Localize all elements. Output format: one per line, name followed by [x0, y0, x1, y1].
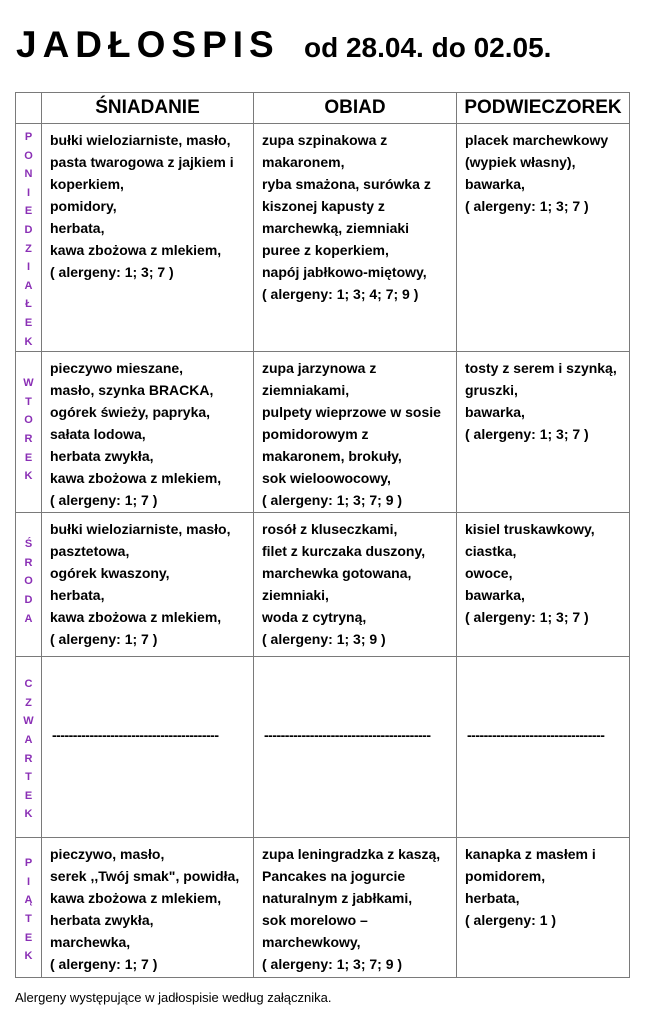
cell-obiad	[254, 124, 457, 352]
menu-line: bułki wieloziarniste, masło,	[50, 132, 231, 148]
cell-obiad	[254, 657, 457, 838]
day-letter: C	[24, 678, 33, 691]
column-header-sniadanie: ŚNIADANIE	[42, 93, 254, 124]
menu-line: ( alergeny: 1; 7 )	[50, 956, 158, 973]
day-letter: E	[24, 451, 33, 464]
menu-line: placek marchewkowy	[465, 132, 609, 148]
day-letter: N	[24, 168, 33, 181]
cell-sniadanie	[42, 838, 254, 978]
menu-line: owoce,	[465, 565, 513, 582]
menu-line: zupa leningradzka z kaszą,	[262, 846, 441, 863]
day-letter: W	[23, 715, 34, 728]
menu-line: pasztetowa,	[50, 543, 130, 560]
day-letter: E	[24, 205, 33, 218]
menu-line: pomidorem,	[465, 868, 546, 885]
menu-line: ( alergeny: 1; 3; 7; 9 )	[262, 492, 403, 509]
day-letter: Z	[25, 242, 32, 255]
menu-line: pieczywo, masło,	[50, 846, 165, 863]
empty-dash-line: ----------------------------------------	[264, 727, 431, 744]
menu-line: kisiel truskawkowy,	[465, 521, 595, 538]
menu-line: ciastka,	[465, 543, 517, 560]
menu-line: herbata zwykła,	[50, 912, 154, 929]
day-letter: P	[24, 857, 33, 870]
menu-line: ziemniakami,	[262, 382, 350, 399]
menu-line: ( alergeny: 1; 7 )	[50, 631, 158, 648]
menu-line: zupa jarzynowa z	[262, 360, 377, 377]
day-letter: D	[24, 223, 33, 236]
menu-line: sok morelowo –	[262, 912, 368, 929]
page-title: JADŁOSPIS	[16, 24, 280, 65]
day-letter: D	[24, 593, 33, 606]
menu-line: herbata,	[50, 587, 105, 604]
menu-line: ( alergeny: 1; 3; 7 )	[50, 264, 174, 280]
day-letter: Ł	[25, 298, 32, 311]
menu-line: ( alergeny: 1 )	[465, 912, 557, 929]
cell-podwieczorek	[457, 352, 630, 513]
date-range: od 28.04. do 02.05.	[304, 32, 552, 63]
day-letter: I	[26, 261, 31, 274]
menu-line: kawa zbożowa z mlekiem,	[50, 242, 222, 258]
empty-dash-line: ---------------------------------	[467, 727, 605, 744]
cell-obiad	[254, 513, 457, 657]
day-letter: P	[24, 131, 33, 143]
day-letter: T	[25, 912, 32, 925]
menu-line: pieczywo mieszane,	[50, 360, 184, 377]
cell-sniadanie	[42, 352, 254, 513]
cell-podwieczorek	[457, 513, 630, 657]
menu-line: herbata,	[465, 890, 520, 907]
day-label-sroda	[16, 513, 42, 657]
menu-line: ogórek świeży, papryka,	[50, 404, 211, 421]
page-header	[14, 22, 644, 68]
day-letter: E	[24, 789, 33, 802]
day-letter: Z	[25, 696, 32, 709]
table-row-wtorek	[16, 352, 630, 513]
menu-line: kawa zbożowa z mlekiem,	[50, 470, 222, 487]
corner-cell	[16, 93, 42, 124]
menu-line: puree z koperkiem,	[262, 242, 389, 258]
menu-line: gruszki,	[465, 382, 518, 399]
cell-sniadanie	[42, 124, 254, 352]
menu-table	[15, 92, 630, 978]
menu-line: ( alergeny: 1; 3; 9 )	[262, 631, 386, 648]
day-letter: Ą	[24, 894, 33, 907]
menu-line: bułki wieloziarniste, masło,	[50, 521, 231, 538]
column-header-obiad: OBIAD	[254, 93, 457, 124]
menu-line: filet z kurczaka duszony,	[262, 543, 426, 560]
menu-line: bawarka,	[465, 176, 525, 192]
menu-line: marchewka gotowana,	[262, 565, 412, 582]
menu-line: kanapka z masłem i	[465, 846, 596, 863]
cell-podwieczorek	[457, 124, 630, 352]
menu-line: rosół z kluseczkami,	[262, 521, 398, 538]
day-letter: R	[24, 752, 33, 765]
cell-podwieczorek	[457, 657, 630, 838]
allergen-footnote: Alergeny występujące w jadłospisie według załącznika.	[15, 990, 332, 1005]
day-letter: T	[25, 395, 32, 408]
day-label-wtorek	[16, 352, 42, 513]
cell-sniadanie	[42, 513, 254, 657]
menu-line: bawarka,	[465, 404, 525, 421]
column-header-podwieczorek: PODWIECZOREK	[457, 93, 630, 124]
day-letter: A	[24, 279, 33, 292]
menu-line: Pancakes na jogurcie	[262, 868, 406, 885]
day-letter: K	[24, 950, 33, 963]
day-letter: O	[24, 414, 33, 427]
table-row-czwartek	[16, 657, 630, 838]
day-letter: K	[24, 335, 33, 348]
menu-line: (wypiek własny),	[465, 154, 576, 170]
menu-line: bawarka,	[465, 587, 525, 604]
menu-line: herbata,	[50, 220, 105, 236]
day-letter: T	[25, 771, 32, 784]
cell-obiad	[254, 352, 457, 513]
day-letter: K	[24, 470, 33, 483]
day-label-czwartek	[16, 657, 42, 838]
empty-dash-line: ----------------------------------------	[52, 727, 219, 744]
menu-line: pasta twarogowa z jajkiem i	[50, 154, 234, 170]
menu-line: ( alergeny: 1; 7 )	[50, 492, 158, 509]
table-row-piatek	[16, 838, 630, 978]
day-label-poniedzialek	[16, 124, 42, 352]
menu-line: pulpety wieprzowe w sosie	[262, 404, 441, 421]
day-letter: A	[24, 612, 33, 625]
menu-line: marchewką, ziemniaki	[262, 220, 410, 236]
cell-obiad	[254, 838, 457, 978]
menu-line: ( alergeny: 1; 3; 7 )	[465, 198, 589, 214]
day-letter: I	[26, 875, 31, 888]
day-letter: K	[24, 808, 33, 821]
menu-line: koperkiem,	[50, 176, 124, 192]
menu-line: kawa zbożowa z mlekiem,	[50, 609, 222, 626]
menu-line: marchewkowy,	[262, 934, 361, 951]
day-letter: E	[24, 931, 33, 944]
day-letter: W	[23, 377, 34, 390]
menu-line: sałata lodowa,	[50, 426, 146, 443]
menu-line: ( alergeny: 1; 3; 7 )	[465, 426, 589, 443]
menu-line: ryba smażona, surówka z	[262, 176, 431, 192]
menu-line: marchewka,	[50, 934, 131, 951]
menu-line: kiszonej kapusty z	[262, 198, 385, 214]
table-row-sroda	[16, 513, 630, 657]
table-row-poniedzialek	[16, 124, 630, 352]
cell-podwieczorek	[457, 838, 630, 978]
table-header-row	[16, 93, 630, 124]
menu-line: ( alergeny: 1; 3; 4; 7; 9 )	[262, 286, 419, 302]
day-label-piatek	[16, 838, 42, 978]
menu-line: pomidorowym z	[262, 426, 369, 443]
day-letter: O	[24, 575, 33, 588]
day-letter: A	[24, 733, 33, 746]
cell-sniadanie	[42, 657, 254, 838]
menu-line: pomidory,	[50, 198, 117, 214]
menu-line: serek ,,Twój smak", powidła,	[50, 868, 240, 885]
day-letter: I	[26, 186, 31, 199]
day-letter: Ś	[24, 538, 33, 551]
menu-line: woda z cytryną,	[262, 609, 367, 626]
menu-line: ( alergeny: 1; 3; 7; 9 )	[262, 956, 403, 973]
day-letter: R	[24, 432, 33, 445]
menu-line: kawa zbożowa z mlekiem,	[50, 890, 222, 907]
menu-line: masło, szynka BRACKA,	[50, 382, 214, 399]
menu-line: zupa szpinakowa z	[262, 132, 388, 148]
menu-line: makaronem, brokuły,	[262, 448, 402, 465]
menu-line: tosty z serem i szynką,	[465, 360, 617, 377]
menu-line: napój jabłkowo-miętowy,	[262, 264, 427, 280]
menu-line: ziemniaki,	[262, 587, 329, 604]
menu-line: herbata zwykła,	[50, 448, 154, 465]
day-letter: R	[24, 556, 33, 569]
day-letter: O	[24, 149, 33, 162]
menu-line: sok wieloowocowy,	[262, 470, 391, 487]
day-letter: E	[24, 316, 33, 329]
menu-line: ( alergeny: 1; 3; 7 )	[465, 609, 589, 626]
menu-line: ogórek kwaszony,	[50, 565, 170, 582]
menu-line: makaronem,	[262, 154, 345, 170]
menu-line: naturalnym z jabłkami,	[262, 890, 413, 907]
